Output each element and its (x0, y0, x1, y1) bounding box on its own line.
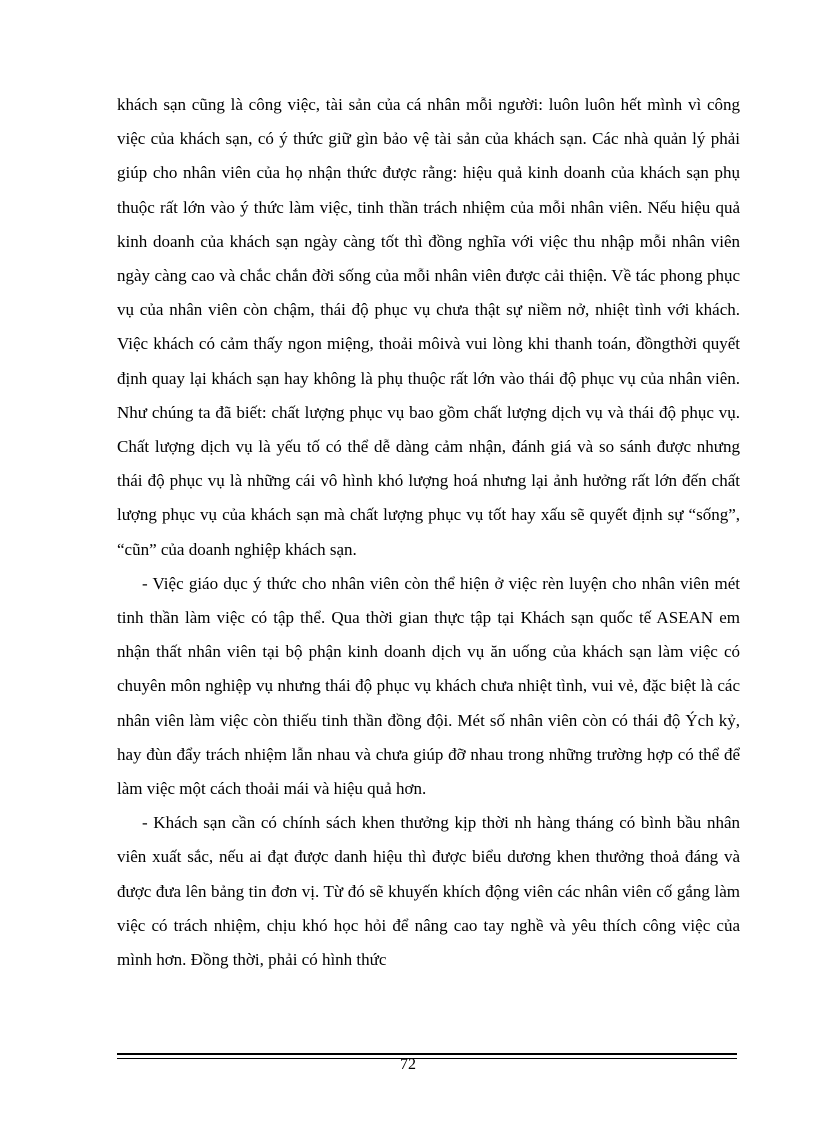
page-body (117, 88, 740, 977)
footer-rule-thick (117, 1053, 737, 1055)
paragraph-2: - Việc giáo dục ý thức cho nhân viên còn thể hiện ở việc rèn luyện cho nhân viên mét tinh thần làm việc có tập thể. Qua thời gian thực tập tại Khách sạn quốc tế ASEAN em nhận thất nhân viên tại bộ phận kinh doanh dịch vụ ăn uống của khách sạn làm việc có chuyên môn nghiệp vụ nhưng thái độ phục vụ khách chưa nhiệt tình, vui vẻ, đặc biệt là các nhân viên làm việc còn thiếu tinh thần đồng đội. Mét số nhân viên còn có thái độ Ých kỷ, hay đùn đẩy trách nhiệm lẫn nhau và chưa giúp đỡ nhau trong những trường hợp có thể để làm việc một cách thoải mái và hiệu quả hơn. (117, 573, 740, 799)
paragraph-1: khách sạn cũng là công việc, tài sản của cá nhân mỗi người: luôn luôn hết mình vì công việc của khách sạn, có ý thức giữ gìn bảo vệ tài sản của khách sạn. Các nhà quản lý phải giúp cho nhân viên của họ nhận thức được rằng: hiệu quả kinh doanh của khách sạn phụ thuộc rất lớn vào ý thức làm việc, tinh thần trách nhiệm của mỗi nhân viên. Nếu hiệu quả kinh doanh của khách sạn ngày càng tốt thì đồng nghĩa với việc thu nhập mỗi nhân viên ngày càng cao và chắc chắn đời sống của mỗi nhân viên được cải thiện. Về tác phong phục vụ của nhân viên còn chậm, thái độ phục vụ chưa thật sự niềm nở, nhiệt tình với khách. Việc khách có cảm thấy ngon miệng, thoải môivà vui lòng khi thanh toán, đồngthời quyết định quay lại khách sạn hay không là phụ thuộc rất lớn vào thái độ phục vụ của nhân viên. Như chúng ta đã biết: chất lượng phục vụ bao gồm chất lượng dịch vụ và thái độ phục vụ. Chất lượng dịch vụ là yếu tố có thể dễ dàng cảm nhận, đánh giá và so sánh được nhưng thái độ phục vụ là những cái vô hình khó lượng hoá nhưng lại ảnh hưởng rất lớn đến chất lượng phục vụ của khách sạn mà chất lượng phục vụ tốt hay xấu sẽ quyết định sự “sống”, “cũn” của doanh nghiệp khách sạn. (117, 95, 740, 559)
paragraph-3: - Khách sạn cần có chính sách khen thưởng kịp thời nh hàng tháng có bình bầu nhân viên xuất sắc, nếu ai đạt được danh hiệu thì được biểu dương khen thưởng thoả đáng và được đưa lên bảng tin đơn vị. Từ đó sẽ khuyến khích động viên các nhân viên cố gắng làm việc có trách nhiệm, chịu khó học hỏi để nâng cao tay nghề và yêu thích công việc của mình hơn. Đồng thời, phải có hình thức (117, 813, 740, 970)
page-number: 72 (400, 1056, 416, 1073)
